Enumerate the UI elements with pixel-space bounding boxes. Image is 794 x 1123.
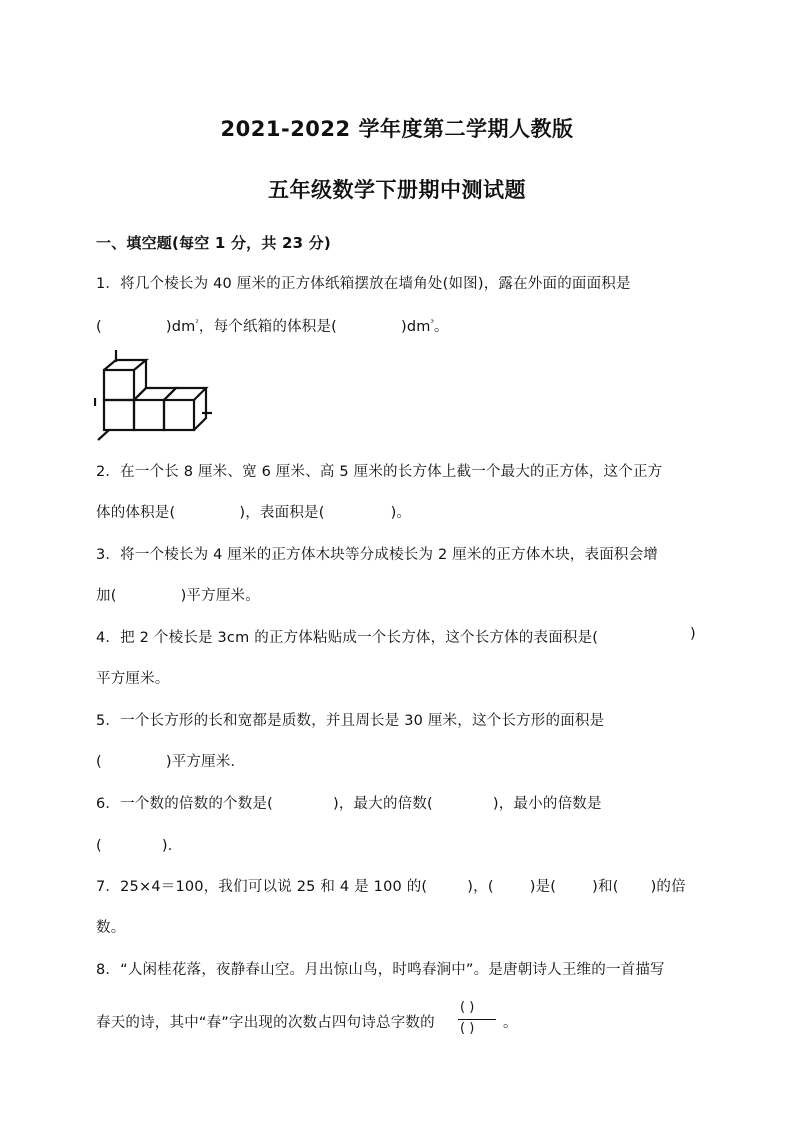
q4-line-1: 4．把 2 个棱长是 3cm 的正方体粘贴成一个长方体，这个长方体的表面积是( (96, 630, 599, 646)
q4-close-paren: ) (690, 626, 696, 642)
section-heading: 一、填空题(每空 1 分，共 23 分) (96, 234, 331, 252)
q8-line-2: 春天的诗，其中“春”字出现的次数占四句诗总字数的 (96, 1015, 435, 1031)
q1-line-1: 1．将几个棱长为 40 厘米的正方体纸箱摆放在墙角处(如图)，露在外面的面面积是 (96, 276, 631, 292)
q6-line-2: ( )． (96, 838, 183, 854)
q7-line-2: 数。 (96, 920, 126, 936)
q8-line-1: 8．“人闲桂花落，夜静春山空。月出惊山鸟，时鸣春涧中”。是唐朝诗人王维的一首描写 (96, 962, 665, 978)
q8-fraction-bar (458, 1019, 496, 1020)
q4-line-2: 平方厘米。 (96, 671, 170, 687)
q8-fraction-numerator: ( ) (460, 1000, 475, 1015)
title-line-1: 2021-2022 学年度第二学期人教版 (220, 117, 574, 141)
q6-line-1: 6．一个数的倍数的个数是( )，最大的倍数( )，最小的倍数是 (96, 796, 602, 812)
q1-line-2: ( )$dm^{^2}$，每个纸箱的体积是( )$dm^{^3}$。 (96, 318, 449, 335)
q2-line-2: 体的体积是( )，表面积是( )。 (96, 505, 412, 521)
q3-line-2: 加( )平方厘米。 (96, 588, 260, 604)
q1-open: ( (96, 319, 102, 335)
q5-line-1: 5．一个长方形的长和宽都是质数，并且周长是 30 厘米，这个长方形的面积是 (96, 713, 605, 729)
q3-line-1: 3．将一个棱长为 4 厘米的正方体木块等分成棱长为 2 厘米的正方体木块，表面积会增 (96, 547, 659, 563)
q8-fraction-blank[interactable] (456, 1000, 500, 1040)
q5-line-2: ( )平方厘米． (96, 754, 246, 770)
q8-end: 。 (503, 1015, 518, 1031)
title-line-2: 五年级数学下册期中测试题 (268, 178, 526, 202)
cubes-corner-figure (94, 350, 214, 442)
q7-line-1: 7．25×4＝100，我们可以说 25 和 4 是 100 的( )，( )是( )和( )的倍 (96, 879, 686, 895)
q8-fraction-denominator: ( ) (460, 1021, 475, 1036)
q2-line-1: 2．在一个长 8 厘米、宽 6 厘米、高 5 厘米的长方体上截一个最大的正方体，这个正方 (96, 464, 663, 480)
